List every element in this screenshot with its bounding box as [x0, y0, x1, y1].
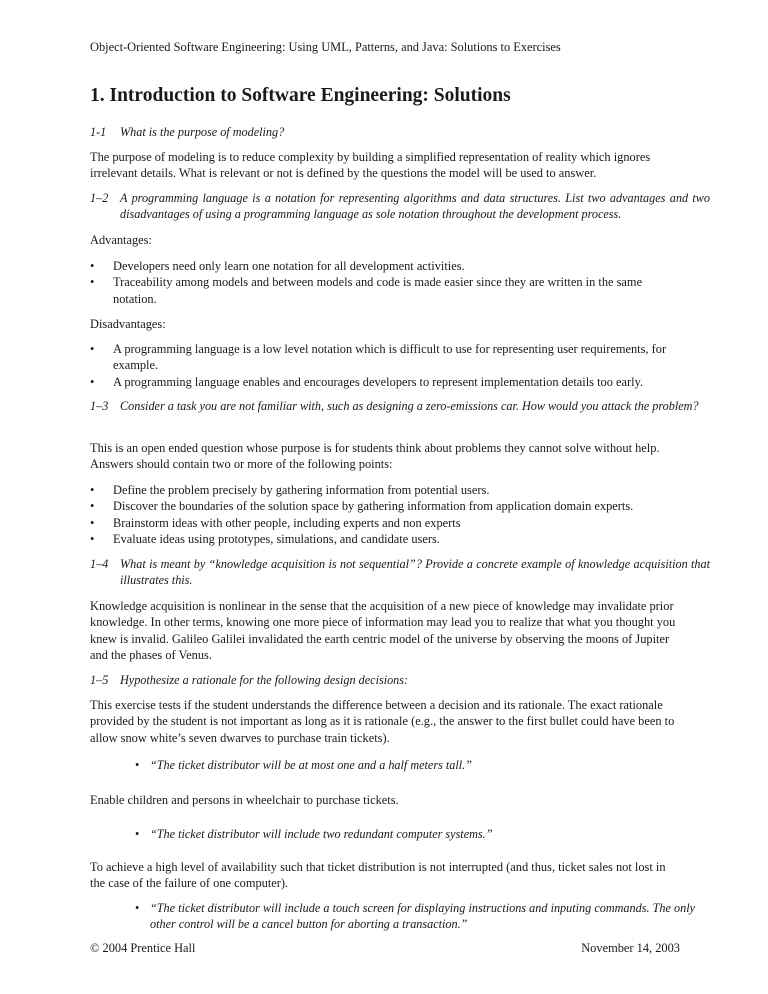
exercise-question	[90, 556, 710, 588]
bullet-icon: •	[135, 901, 140, 915]
design-decision: • “The ticket distributor will include two redundant computer systems.”	[135, 827, 493, 841]
exercise-question	[90, 190, 710, 222]
bullet-icon: •	[90, 515, 95, 530]
exercise-text: Consider a task you are not familiar with, such as designing a zero-emissions car. How would you attack the problem?	[120, 399, 699, 413]
exercise-text: What is meant by “knowledge acquisition is not sequential”? Provide a concrete example of knowledge acquisition that illustrates this.	[120, 557, 710, 587]
footer-copyright: © 2004 Prentice Hall	[90, 941, 196, 955]
chapter-title: 1. Introduction to Software Engineering: Solutions	[90, 85, 511, 106]
design-decision: • “The ticket distributor will include a touch screen for displaying instructions and inputing commands. The only other control will be a cancel button for aborting a transaction.”	[135, 901, 695, 931]
exercise-text: A programming language is a notation for representing algorithms and data structures. List two advantages and two disadvantages of using a programming language as sole notation throughout the development process.	[120, 191, 710, 221]
exercise-text: What is the purpose of modeling?	[120, 125, 285, 139]
bullet-icon: •	[90, 259, 95, 273]
exercise-number: 1–5	[90, 673, 109, 687]
exercise-number: 1–2	[90, 191, 109, 205]
exercise-text: Hypothesize a rationale for the following design decisions:	[120, 673, 409, 687]
list-item: • A programming language is a low level notation which is difficult to use for representing user requirements, for example.	[90, 342, 667, 373]
list-item: • Traceability among models and between models and code is made easier since they are written in the same notation.	[90, 275, 643, 306]
list-item: • Brainstorm ideas with other people, including experts and non experts	[90, 515, 461, 530]
design-decision: • “The ticket distributor will be at most one and a half meters tall.”	[135, 758, 472, 772]
exercise-question	[90, 398, 710, 414]
list-item: • Developers need only learn one notation for all development activities.	[90, 259, 465, 273]
bullet-icon: •	[135, 758, 140, 772]
bullet-icon: •	[90, 531, 95, 546]
footer-date: November 14, 2003	[581, 941, 680, 955]
exercise-number: 1–4	[90, 557, 109, 571]
exercise-number: 1-1	[90, 125, 107, 139]
bullet-icon: •	[90, 483, 95, 497]
bullet-icon: •	[90, 499, 95, 514]
exercise-question	[90, 124, 710, 140]
advantages-list	[90, 258, 680, 307]
answer-paragraph: This exercise tests if the student understands the difference between a decision and its rationale. The exact rationale provided by the student is not important as long as it is rationale (e.g., the answer to the first bullet could have been to allow snow white’s seven dwarves to purchase train tickets).	[90, 698, 675, 745]
bullet-icon: •	[135, 827, 140, 841]
answer-paragraph: The purpose of modeling is to reduce complexity by building a simplified representation of reality which ignores irrelevant details. What is relevant or not is defined by the questions the model will be used to answer.	[90, 150, 651, 181]
list-item: • Evaluate ideas using prototypes, simulations, and candidate users.	[90, 531, 440, 546]
rationale-paragraph: Enable children and persons in wheelchair to purchase tickets.	[90, 793, 399, 807]
list-item: • A programming language enables and encourages developers to represent implementation details too early.	[90, 374, 644, 389]
bullet-icon: •	[90, 275, 95, 290]
exercise-number: 1–3	[90, 399, 109, 413]
answer-paragraph: Knowledge acquisition is nonlinear in the sense that the acquisition of a new piece of knowledge may invalidate prior knowledge. In other terms, knowing one more piece of information may lead you to realize that what you thought you knew is invalid. Galileo Galilei invalidated the earth centric model of the universe by observing the moons of Jupiter and the phases of Venus.	[90, 599, 676, 662]
points-list	[90, 482, 680, 547]
list-item: • Define the problem precisely by gathering information from potential users.	[90, 483, 490, 497]
list-heading: Disadvantages:	[90, 317, 166, 331]
running-header: Object-Oriented Software Engineering: Using UML, Patterns, and Java: Solutions to Exercises	[90, 40, 561, 54]
bullet-icon: •	[90, 342, 95, 356]
rationale-paragraph: To achieve a high level of availability such that ticket distribution is not interrupted (and thus, ticket sales not lost in the case of the failure of one computer).	[90, 860, 666, 891]
disadvantages-list	[90, 341, 680, 390]
exercise-question	[90, 672, 710, 688]
list-item: • Discover the boundaries of the solution space by gathering information from application domain experts.	[90, 499, 634, 514]
list-heading: Advantages:	[90, 233, 152, 247]
answer-paragraph: This is an open ended question whose purpose is for students think about problems they cannot solve without help. Answers should contain two or more of the following points:	[90, 441, 660, 472]
bullet-icon: •	[90, 374, 95, 389]
